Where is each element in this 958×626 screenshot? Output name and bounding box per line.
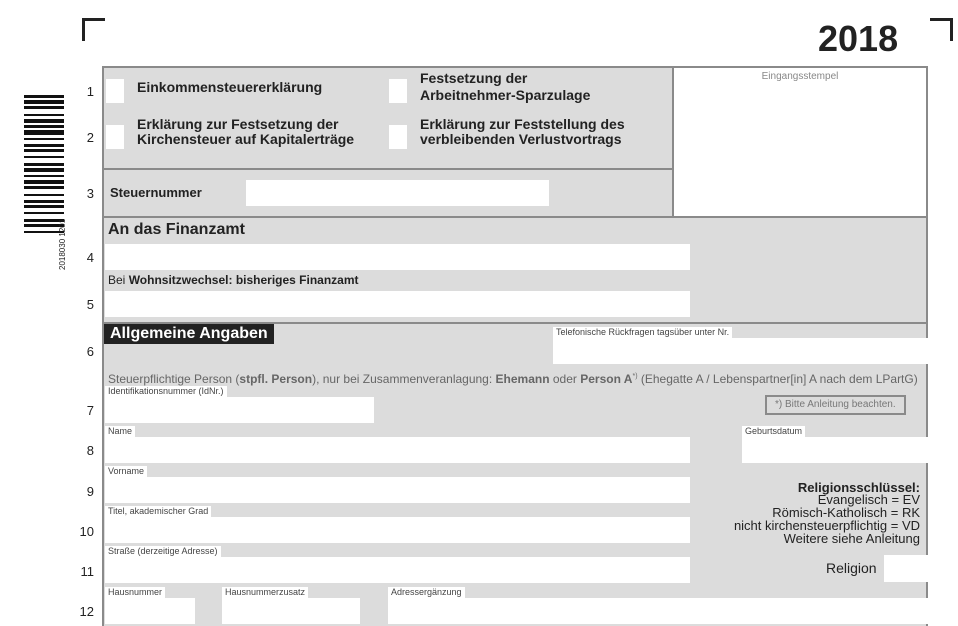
religion-key-title: Religionsschlüssel: (797, 480, 920, 495)
option-loss-carryforward-line2: verbleibenden Verlustvortrags (420, 131, 622, 147)
house-number-input[interactable] (105, 598, 195, 624)
house-number-label: Hausnummer (105, 587, 165, 598)
street-input[interactable] (105, 557, 690, 583)
religion-key-line: Evangelisch = EV (817, 492, 920, 507)
finanzamt-heading: An das Finanzamt (108, 221, 245, 238)
divider (102, 216, 928, 218)
title-input[interactable] (105, 517, 690, 543)
row-number: 11 (80, 564, 94, 579)
option-loss-carryforward-line1: Erklärung zur Feststellung des (420, 116, 625, 132)
address-addition-input[interactable] (388, 598, 928, 624)
checkbox-income-tax-return[interactable] (106, 79, 124, 103)
row-number: 10 (79, 524, 94, 539)
instructions-note: *) Bitte Anleitung beachten. (765, 395, 906, 415)
address-addition-label: Adressergänzung (388, 587, 465, 598)
row-number: 2 (86, 130, 94, 145)
religion-input[interactable] (884, 555, 928, 582)
row-number: 8 (86, 443, 94, 458)
form-year: 2018 (818, 18, 899, 59)
birthdate-input[interactable] (742, 437, 928, 463)
previous-finanzamt-label: Bei Wohnsitzwechsel: bisheriges Finanzamt (108, 273, 359, 287)
surname-label: Name (105, 426, 135, 437)
title-label: Titel, akademischer Grad (105, 506, 211, 517)
option-church-tax-line2: Kirchensteuer auf Kapitalerträge (137, 131, 355, 147)
row-number: 6 (86, 344, 94, 359)
birthdate-label: Geburtsdatum (742, 426, 805, 437)
row-number: 4 (86, 250, 94, 265)
option-employee-savings-line2: Arbeitnehmer-Sparzulage (420, 87, 591, 103)
row-number: 7 (86, 403, 94, 418)
row-number: 12 (79, 604, 94, 619)
religion-key-line: nicht kirchensteuerpflichtig = VD (733, 518, 920, 533)
row-number: 5 (86, 297, 94, 312)
surname-input[interactable] (105, 437, 690, 463)
tax-number-input[interactable] (246, 180, 549, 206)
general-info-heading: Allgemeine Angaben (104, 324, 274, 344)
checkbox-church-tax[interactable] (106, 125, 124, 149)
receipt-stamp-box (672, 66, 928, 218)
street-label: Straße (derzeitige Adresse) (105, 546, 221, 557)
house-number-suffix-label: Hausnummerzusatz (222, 587, 308, 598)
previous-finanzamt-input[interactable] (105, 291, 690, 317)
option-income-tax-return: Einkommensteuererklärung (137, 79, 323, 95)
checkbox-loss-carryforward[interactable] (389, 125, 407, 149)
phone-input[interactable] (553, 338, 928, 364)
house-number-suffix-input[interactable] (222, 598, 360, 624)
religion-key-line: Römisch-Katholisch = RK (772, 505, 920, 520)
row-number: 1 (86, 84, 94, 99)
stamp-label: Eingangsstempel (761, 71, 839, 82)
taxpayer-person-line: Steuerpflichtige Person (stpfl. Person), nur bei Zusammenveranlagung: Ehemann oder Person A*) (Ehegatte A / Lebenspartner[in] A nach dem LPartG) (108, 372, 918, 386)
row-number: 9 (86, 484, 94, 499)
row-number: 3 (86, 186, 94, 201)
phone-label: Telefonische Rückfragen tagsüber unter Nr. (553, 327, 732, 338)
id-number-input[interactable] (105, 397, 374, 423)
option-church-tax-line1: Erklärung zur Festsetzung der (137, 116, 339, 132)
first-name-label: Vorname (105, 466, 147, 477)
religion-label: Religion (826, 560, 877, 576)
barcode-number: 2018030 1201 (58, 218, 67, 270)
corner-mark-top-left (82, 18, 105, 41)
religion-key-line: Weitere siehe Anleitung (783, 531, 920, 546)
checkbox-employee-savings[interactable] (389, 79, 407, 103)
id-number-label: Identifikationsnummer (IdNr.) (105, 386, 227, 397)
first-name-input[interactable] (105, 477, 690, 503)
divider (102, 168, 674, 170)
option-employee-savings-line1: Festsetzung der (420, 70, 528, 86)
corner-mark-top-right (930, 18, 953, 41)
finanzamt-input[interactable] (105, 244, 690, 270)
tax-number-label: Steuernummer (110, 185, 202, 200)
